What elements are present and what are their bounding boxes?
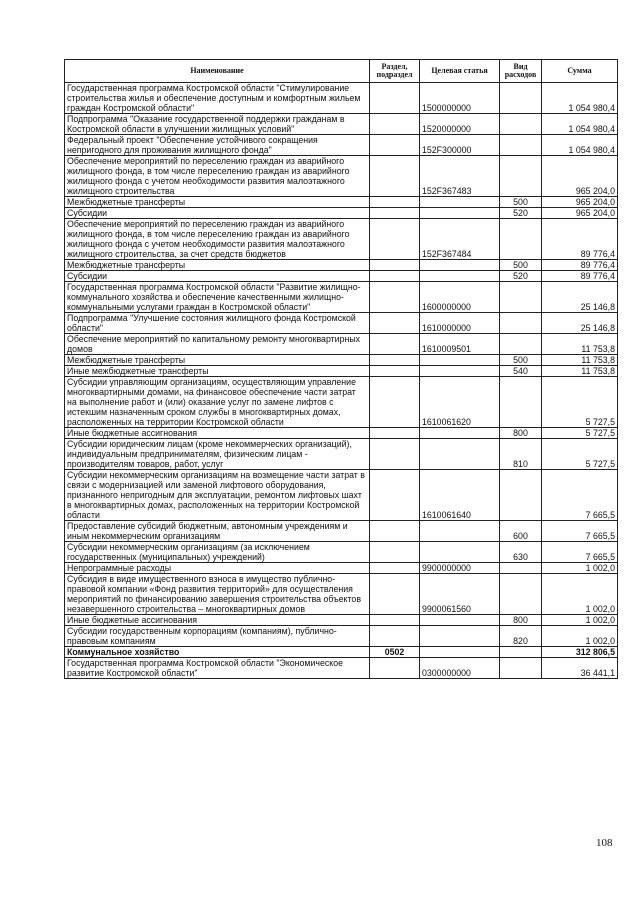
cell-section bbox=[370, 219, 420, 260]
cell-sum: 1 002,0 bbox=[542, 574, 618, 615]
table-body bbox=[65, 83, 618, 679]
cell-kind: 810 bbox=[500, 439, 542, 470]
table-row bbox=[65, 83, 618, 114]
cell-section bbox=[370, 83, 420, 114]
cell-target bbox=[420, 366, 500, 377]
cell-target: 152F367484 bbox=[420, 219, 500, 260]
table-row bbox=[65, 260, 618, 271]
cell-section bbox=[370, 658, 420, 679]
table-row bbox=[65, 334, 618, 355]
cell-section bbox=[370, 208, 420, 219]
cell-section bbox=[370, 366, 420, 377]
cell-target bbox=[420, 626, 500, 647]
table-row bbox=[65, 470, 618, 521]
table-row bbox=[65, 439, 618, 470]
cell-target: 9900061560 bbox=[420, 574, 500, 615]
table-row bbox=[65, 156, 618, 197]
table-row bbox=[65, 574, 618, 615]
cell-sum: 89 776,4 bbox=[542, 271, 618, 282]
cell-section bbox=[370, 197, 420, 208]
budget-table bbox=[64, 59, 618, 679]
cell-section bbox=[370, 542, 420, 563]
cell-target bbox=[420, 439, 500, 470]
header-name: Наименование bbox=[65, 60, 370, 83]
cell-sum: 1 054 980,4 bbox=[542, 114, 618, 135]
cell-name: Государственная программа Костромской области "Экономическое развитие Костромской области" bbox=[65, 658, 370, 679]
header-kind: Вид расходов bbox=[500, 60, 542, 83]
cell-name: Межбюджетные трансферты bbox=[65, 260, 370, 271]
cell-section bbox=[370, 271, 420, 282]
cell-section: 0502 bbox=[370, 647, 420, 658]
cell-sum: 11 753,8 bbox=[542, 366, 618, 377]
cell-name: Обеспечение мероприятий по капитальному ремонту многоквартирных домов bbox=[65, 334, 370, 355]
cell-target: 1610061620 bbox=[420, 377, 500, 428]
cell-sum: 25 146,8 bbox=[542, 313, 618, 334]
cell-sum: 1 054 980,4 bbox=[542, 83, 618, 114]
cell-sum: 7 665,5 bbox=[542, 470, 618, 521]
table-row bbox=[65, 428, 618, 439]
cell-name: Государственная программа Костромской области "Развитие жилищно-коммунального хозяйства и обеспечение качественными жилищно-коммунальными услугами граждан в Костромской области" bbox=[65, 282, 370, 313]
table-row bbox=[65, 271, 618, 282]
cell-kind: 500 bbox=[500, 260, 542, 271]
cell-target bbox=[420, 542, 500, 563]
cell-target: 1610009501 bbox=[420, 334, 500, 355]
cell-target bbox=[420, 647, 500, 658]
table-row bbox=[65, 658, 618, 679]
cell-target: 152F367483 bbox=[420, 156, 500, 197]
cell-target bbox=[420, 521, 500, 542]
table-row bbox=[65, 114, 618, 135]
cell-sum: 965 204,0 bbox=[542, 197, 618, 208]
cell-name: Обеспечение мероприятий по переселению граждан из аварийного жилищного фонда, в том числе переселению граждан из аварийного жилищного фонда с учетом необходимости развития малоэтажного жилищного строительства bbox=[65, 156, 370, 197]
cell-section bbox=[370, 470, 420, 521]
cell-name: Субсидии bbox=[65, 208, 370, 219]
cell-section bbox=[370, 156, 420, 197]
cell-sum: 965 204,0 bbox=[542, 156, 618, 197]
table-row bbox=[65, 626, 618, 647]
cell-target bbox=[420, 615, 500, 626]
cell-sum: 36 441,1 bbox=[542, 658, 618, 679]
cell-sum: 965 204,0 bbox=[542, 208, 618, 219]
cell-kind bbox=[500, 156, 542, 197]
table-row bbox=[65, 355, 618, 366]
cell-name: Государственная программа Костромской области "Стимулирование строительства жилья и обеспечение доступным и комфортным жильем граждан Костромской области" bbox=[65, 83, 370, 114]
cell-sum: 1 002,0 bbox=[542, 563, 618, 574]
cell-kind bbox=[500, 282, 542, 313]
cell-target: 1600000000 bbox=[420, 282, 500, 313]
cell-sum: 1 054 980,4 bbox=[542, 135, 618, 156]
header-section: Раздел, подраздел bbox=[370, 60, 420, 83]
cell-section bbox=[370, 439, 420, 470]
cell-name: Межбюджетные трансферты bbox=[65, 197, 370, 208]
cell-target bbox=[420, 260, 500, 271]
cell-sum: 11 753,8 bbox=[542, 334, 618, 355]
table-row bbox=[65, 542, 618, 563]
cell-sum: 312 806,5 bbox=[542, 647, 618, 658]
cell-sum: 25 146,8 bbox=[542, 282, 618, 313]
cell-kind bbox=[500, 313, 542, 334]
cell-target: 1520000000 bbox=[420, 114, 500, 135]
cell-target: 9900000000 bbox=[420, 563, 500, 574]
cell-sum: 89 776,4 bbox=[542, 219, 618, 260]
cell-section bbox=[370, 563, 420, 574]
cell-kind bbox=[500, 377, 542, 428]
header-sum: Сумма bbox=[542, 60, 618, 83]
cell-name: Иные бюджетные ассигнования bbox=[65, 428, 370, 439]
cell-sum: 7 665,5 bbox=[542, 521, 618, 542]
cell-kind bbox=[500, 658, 542, 679]
cell-target bbox=[420, 208, 500, 219]
cell-kind: 500 bbox=[500, 355, 542, 366]
cell-name: Субсидии юридическим лицам (кроме некоммерческих организаций), индивидуальным предпринимателям, физическим лицам - производителям товаров, работ, услуг bbox=[65, 439, 370, 470]
cell-kind bbox=[500, 334, 542, 355]
cell-kind: 630 bbox=[500, 542, 542, 563]
table-row bbox=[65, 282, 618, 313]
table-row bbox=[65, 647, 618, 658]
cell-name: Субсидия в виде имущественного взноса в имущество публично-правовой компании «Фонд развития территорий» для осуществления мероприятий по финансированию завершения строительства объектов незавершенного строительства – многоквартирных домов bbox=[65, 574, 370, 615]
cell-section bbox=[370, 521, 420, 542]
cell-name: Непрограммные расходы bbox=[65, 563, 370, 574]
cell-name: Субсидии bbox=[65, 271, 370, 282]
cell-target bbox=[420, 355, 500, 366]
header-target: Целевая статья bbox=[420, 60, 500, 83]
cell-sum: 5 727,5 bbox=[542, 428, 618, 439]
cell-sum: 89 776,4 bbox=[542, 260, 618, 271]
table-row bbox=[65, 521, 618, 542]
cell-kind: 600 bbox=[500, 521, 542, 542]
cell-kind: 820 bbox=[500, 626, 542, 647]
cell-name: Субсидии некоммерческим организациям (за исключением государственных (муниципальных) учреждений) bbox=[65, 542, 370, 563]
cell-kind bbox=[500, 114, 542, 135]
cell-target: 1500000000 bbox=[420, 83, 500, 114]
cell-kind bbox=[500, 470, 542, 521]
page-number: 108 bbox=[596, 837, 613, 849]
cell-kind: 540 bbox=[500, 366, 542, 377]
cell-name: Межбюджетные трансферты bbox=[65, 355, 370, 366]
cell-name: Предоставление субсидий бюджетным, автономным учреждениям и иным некоммерческим организациям bbox=[65, 521, 370, 542]
cell-target: 152F300000 bbox=[420, 135, 500, 156]
cell-sum: 1 002,0 bbox=[542, 626, 618, 647]
cell-kind bbox=[500, 574, 542, 615]
table-row bbox=[65, 615, 618, 626]
cell-name: Подпрограмма "Оказание государственной поддержки гражданам в Костромской области в улучшении жилищных условий" bbox=[65, 114, 370, 135]
cell-kind: 500 bbox=[500, 197, 542, 208]
cell-kind: 800 bbox=[500, 615, 542, 626]
cell-target bbox=[420, 197, 500, 208]
table-row bbox=[65, 377, 618, 428]
cell-kind bbox=[500, 219, 542, 260]
table-row bbox=[65, 197, 618, 208]
cell-section bbox=[370, 428, 420, 439]
cell-sum: 11 753,8 bbox=[542, 355, 618, 366]
cell-section bbox=[370, 574, 420, 615]
cell-target bbox=[420, 271, 500, 282]
table-header-row bbox=[65, 60, 618, 83]
cell-name: Субсидии государственным корпорациям (компаниям), публично-правовым компаниям bbox=[65, 626, 370, 647]
cell-sum: 1 002,0 bbox=[542, 615, 618, 626]
cell-kind bbox=[500, 647, 542, 658]
cell-section bbox=[370, 313, 420, 334]
cell-section bbox=[370, 135, 420, 156]
cell-name: Субсидии управляющим организациям, осуществляющим управление многоквартирными домами, на финансовое обеспечение части затрат на выполнение работ и (или) оказание услуг по замене лифтов с истекшим назначенным сроком службы в многоквартирных домах, расположенных на территории Костромской области bbox=[65, 377, 370, 428]
cell-kind: 800 bbox=[500, 428, 542, 439]
cell-kind: 520 bbox=[500, 271, 542, 282]
cell-section bbox=[370, 334, 420, 355]
cell-name: Иные межбюджетные трансферты bbox=[65, 366, 370, 377]
cell-name: Иные бюджетные ассигнования bbox=[65, 615, 370, 626]
cell-section bbox=[370, 626, 420, 647]
table-row bbox=[65, 219, 618, 260]
cell-sum: 5 727,5 bbox=[542, 439, 618, 470]
cell-section bbox=[370, 355, 420, 366]
table-row bbox=[65, 313, 618, 334]
cell-target: 1610000000 bbox=[420, 313, 500, 334]
cell-section bbox=[370, 377, 420, 428]
table-row bbox=[65, 135, 618, 156]
cell-kind bbox=[500, 135, 542, 156]
cell-kind: 520 bbox=[500, 208, 542, 219]
cell-section bbox=[370, 114, 420, 135]
cell-section bbox=[370, 282, 420, 313]
cell-kind bbox=[500, 83, 542, 114]
table-row bbox=[65, 563, 618, 574]
cell-name: Подпрограмма "Улучшение состояния жилищного фонда Костромской области" bbox=[65, 313, 370, 334]
cell-name: Субсидии некоммерческим организациям на возмещение части затрат в связи с модернизацией или заменой лифтового оборудования, признанного непригодным для эксплуатации, ремонтом лифтовых шахт в многоквартирных домах, расположенных на территории Костромской области bbox=[65, 470, 370, 521]
cell-name: Коммунальное хозяйство bbox=[65, 647, 370, 658]
cell-name: Федеральный проект "Обеспечение устойчивого сокращения непригодного для проживания жилищного фонда" bbox=[65, 135, 370, 156]
cell-target: 0300000000 bbox=[420, 658, 500, 679]
cell-kind bbox=[500, 563, 542, 574]
cell-target bbox=[420, 428, 500, 439]
cell-name: Обеспечение мероприятий по переселению граждан из аварийного жилищного фонда, в том числе переселению граждан из аварийного жилищного фонда с учетом необходимости развития малоэтажного жилищного строительства, за счет средств бюджетов bbox=[65, 219, 370, 260]
cell-sum: 7 665,5 bbox=[542, 542, 618, 563]
table-row bbox=[65, 208, 618, 219]
cell-section bbox=[370, 615, 420, 626]
table-row bbox=[65, 366, 618, 377]
cell-target: 1610061640 bbox=[420, 470, 500, 521]
cell-sum: 5 727,5 bbox=[542, 377, 618, 428]
cell-section bbox=[370, 260, 420, 271]
